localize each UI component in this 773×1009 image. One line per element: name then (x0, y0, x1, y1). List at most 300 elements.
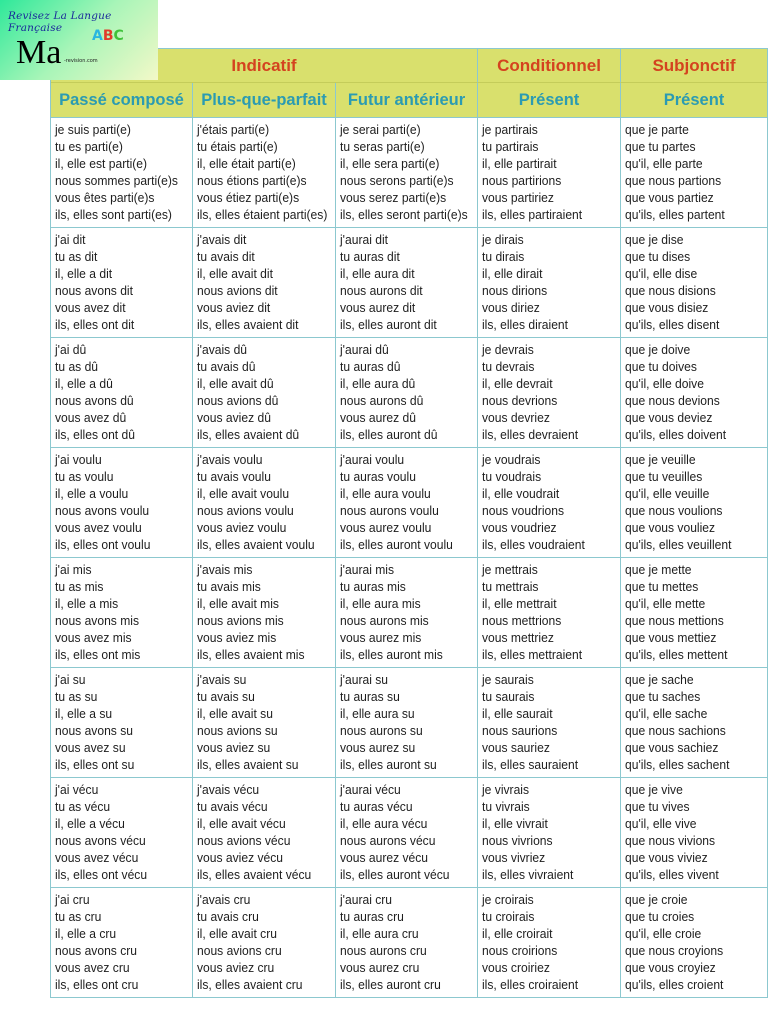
conjugation-line: nous avions mis (197, 613, 284, 628)
conjugation-line: nous aurons dû (340, 393, 424, 408)
mood-conditionnel: Conditionnel (478, 49, 621, 83)
conjugation-line: il, elle aura vécu (340, 816, 428, 831)
conjugation-line: que je croie (625, 892, 688, 907)
conjugation-line: ils, elles auront voulu (340, 537, 453, 552)
conjugation-line: tu avais mis (197, 579, 261, 594)
conjugation-line: ils, elles voudraient (482, 537, 585, 552)
conjugation-line: je croirais (482, 892, 534, 907)
table-cell (336, 888, 478, 997)
conjugation-line: nous mettrions (482, 613, 562, 628)
table-cell (336, 558, 478, 667)
table-cell (51, 118, 193, 227)
conjugation-line: ils, elles sauraient (482, 757, 579, 772)
conjugation-line: nous croirions (482, 943, 558, 958)
conjugation-line: vous étiez parti(e)s (197, 190, 300, 205)
conjugation-line: ils, elles partiraient (482, 207, 583, 222)
conjugation-line: que nous mettions (625, 613, 724, 628)
conjugation-line: que vous mettiez (625, 630, 717, 645)
conjugation-line: nous avons mis (55, 613, 140, 628)
conjugation-line: il, elle avait su (197, 706, 273, 721)
conjugation-line: j'aurai voulu (340, 452, 405, 467)
conjugation-line: vous croiriez (482, 960, 550, 975)
conjugation-line: nous devrions (482, 393, 558, 408)
conjugation-line: ils, elles devraient (482, 427, 579, 442)
logo-site: -revision.com (64, 58, 98, 64)
conjugation-line: vous aviez vécu (197, 850, 284, 865)
mood-header-row (51, 49, 767, 83)
conjugation-line: nous aurons vécu (340, 833, 436, 848)
table-cell (621, 118, 767, 227)
conjugation-line: ils, elles étaient parti(es) (197, 207, 328, 222)
conjugation-line: il, elle a vécu (55, 816, 125, 831)
conjugation-line: nous avions voulu (197, 503, 294, 518)
conjugation-line: j'ai su (55, 672, 86, 687)
table-cell (478, 118, 621, 227)
conjugation-line: qu'il, elle veuille (625, 486, 710, 501)
conjugation-line: il, elle avait dû (197, 376, 274, 391)
conjugation-line: qu'il, elle croie (625, 926, 702, 941)
conjugation-line: vous avez dû (55, 410, 127, 425)
conjugation-line: tu mettrais (482, 579, 539, 594)
mood-subjonctif: Subjonctif (621, 49, 767, 83)
conjugation-line: ils, elles diraient (482, 317, 569, 332)
conjugation-line: il, elle aura cru (340, 926, 419, 941)
table-cell (193, 338, 336, 447)
table-cell (478, 668, 621, 777)
conjugation-line: tu étais parti(e) (197, 139, 278, 154)
conjugation-line: il, elle a dû (55, 376, 113, 391)
conjugation-line: nous étions parti(e)s (197, 173, 307, 188)
conjugation-line: nous avons cru (55, 943, 137, 958)
conjugation-line: nous dirions (482, 283, 548, 298)
logo-abc: ABC (92, 28, 124, 44)
conjugation-line: ils, elles ont cru (55, 977, 139, 992)
conjugation-line: il, elle avait mis (197, 596, 279, 611)
conjugation-line: tu avais vécu (197, 799, 268, 814)
conjugation-line: qu'ils, elles vivent (625, 867, 719, 882)
conjugation-line: il, elle avait cru (197, 926, 277, 941)
conjugation-line: tu auras voulu (340, 469, 416, 484)
conjugation-line: ils, elles avaient dit (197, 317, 299, 332)
conjugation-line: il, elle sera parti(e) (340, 156, 440, 171)
conjugation-line: il, elle devrait (482, 376, 553, 391)
conjugation-table (50, 48, 768, 998)
conjugation-line: que nous croyions (625, 943, 724, 958)
site-logo (0, 0, 158, 80)
table-cell (621, 888, 767, 997)
conjugation-line: tu vivrais (482, 799, 530, 814)
conjugation-line: ils, elles ont dit (55, 317, 135, 332)
conjugation-line: il, elle partirait (482, 156, 557, 171)
table-row (51, 668, 767, 778)
table-cell (336, 338, 478, 447)
conjugation-line: vous aurez dû (340, 410, 416, 425)
table-cell (478, 338, 621, 447)
conjugation-line: je vivrais (482, 782, 530, 797)
conjugation-line: vous aviez su (197, 740, 271, 755)
conjugation-line: vous mettriez (482, 630, 554, 645)
conjugation-line: ils, elles avaient dû (197, 427, 300, 442)
conjugation-line: il, elle aura voulu (340, 486, 431, 501)
conjugation-line: que tu partes (625, 139, 696, 154)
conjugation-line: nous avons su (55, 723, 133, 738)
conjugation-line: ils, elles auront su (340, 757, 437, 772)
conjugation-line: vous aviez dû (197, 410, 271, 425)
table-cell (51, 668, 193, 777)
conjugation-line: que vous viviez (625, 850, 708, 865)
conjugation-line: j'avais cru (197, 892, 251, 907)
conjugation-line: il, elle a dit (55, 266, 113, 281)
conjugation-line: ils, elles ont voulu (55, 537, 151, 552)
conjugation-line: il, elle croirait (482, 926, 553, 941)
conjugation-line: nous avons voulu (55, 503, 150, 518)
table-cell (336, 448, 478, 557)
conjugation-line: que nous voulions (625, 503, 723, 518)
conjugation-line: j'avais voulu (197, 452, 263, 467)
conjugation-line: tu auras dit (340, 249, 400, 264)
conjugation-line: j'avais vécu (197, 782, 260, 797)
conjugation-line: j'ai mis (55, 562, 92, 577)
table-cell (478, 888, 621, 997)
conjugation-line: il, elle a cru (55, 926, 117, 941)
conjugation-line: je serai parti(e) (340, 122, 421, 137)
table-body (51, 118, 767, 997)
conjugation-line: tu auras dû (340, 359, 401, 374)
conjugation-line: vous avez vécu (55, 850, 139, 865)
table-cell (621, 668, 767, 777)
conjugation-line: vous avez voulu (55, 520, 142, 535)
conjugation-line: il, elle voudrait (482, 486, 560, 501)
tense-conditionnel-present: Présent (478, 83, 621, 118)
conjugation-line: nous vivrions (482, 833, 553, 848)
conjugation-line: il, elle dirait (482, 266, 543, 281)
conjugation-line: qu'ils, elles veuillent (625, 537, 732, 552)
conjugation-line: j'aurai mis (340, 562, 395, 577)
conjugation-line: tu as voulu (55, 469, 114, 484)
table-cell (51, 558, 193, 667)
conjugation-line: nous avions su (197, 723, 278, 738)
conjugation-line: j'ai vécu (55, 782, 99, 797)
conjugation-line: ils, elles auront cru (340, 977, 441, 992)
table-row (51, 338, 767, 448)
conjugation-line: qu'ils, elles partent (625, 207, 725, 222)
table-cell (621, 448, 767, 557)
conjugation-line: tu as dit (55, 249, 98, 264)
conjugation-line: j'étais parti(e) (197, 122, 270, 137)
conjugation-line: il, elle aura dit (340, 266, 415, 281)
conjugation-line: vous aviez cru (197, 960, 275, 975)
conjugation-line: j'aurai vécu (340, 782, 401, 797)
conjugation-line: que je sache (625, 672, 694, 687)
conjugation-line: j'avais mis (197, 562, 253, 577)
conjugation-line: ils, elles sont parti(es) (55, 207, 172, 222)
conjugation-line: qu'il, elle vive (625, 816, 697, 831)
conjugation-line: que je dise (625, 232, 684, 247)
conjugation-line: j'aurai su (340, 672, 389, 687)
conjugation-line: que tu doives (625, 359, 697, 374)
conjugation-line: que je mette (625, 562, 692, 577)
conjugation-line: vous sauriez (482, 740, 550, 755)
conjugation-line: vous aurez vécu (340, 850, 429, 865)
conjugation-line: que je vive (625, 782, 683, 797)
conjugation-line: j'ai dit (55, 232, 86, 247)
table-row (51, 228, 767, 338)
conjugation-line: que tu saches (625, 689, 701, 704)
conjugation-line: que je doive (625, 342, 691, 357)
conjugation-line: j'aurai dû (340, 342, 389, 357)
conjugation-line: ils, elles auront dû (340, 427, 438, 442)
conjugation-line: que tu vives (625, 799, 690, 814)
conjugation-line: je suis parti(e) (55, 122, 131, 137)
conjugation-line: qu'il, elle doive (625, 376, 704, 391)
conjugation-line: qu'ils, elles disent (625, 317, 720, 332)
conjugation-line: je partirais (482, 122, 538, 137)
tense-plus-que-parfait: Plus-que-parfait (193, 83, 336, 118)
conjugation-line: tu auras cru (340, 909, 404, 924)
conjugation-line: j'ai cru (55, 892, 90, 907)
conjugation-line: vous aurez cru (340, 960, 420, 975)
conjugation-line: que tu mettes (625, 579, 699, 594)
conjugation-line: tu as vécu (55, 799, 111, 814)
conjugation-line: tu avais cru (197, 909, 259, 924)
table-cell (336, 668, 478, 777)
conjugation-line: qu'ils, elles doivent (625, 427, 727, 442)
table-cell (193, 778, 336, 887)
conjugation-line: j'avais dû (197, 342, 248, 357)
conjugation-line: ils, elles mettraient (482, 647, 583, 662)
conjugation-line: tu dirais (482, 249, 525, 264)
conjugation-line: j'aurai dit (340, 232, 389, 247)
conjugation-line: je dirais (482, 232, 524, 247)
table-cell (193, 558, 336, 667)
conjugation-line: tu avais dit (197, 249, 255, 264)
conjugation-line: nous serons parti(e)s (340, 173, 454, 188)
table-cell (478, 228, 621, 337)
mood-indicatif: Indicatif (51, 49, 478, 83)
conjugation-line: tu seras parti(e) (340, 139, 425, 154)
conjugation-line: vous êtes parti(e)s (55, 190, 155, 205)
conjugation-line: ils, elles auront mis (340, 647, 443, 662)
table-row (51, 118, 767, 228)
tense-passe-compose: Passé composé (51, 83, 193, 118)
conjugation-line: qu'ils, elles mettent (625, 647, 728, 662)
conjugation-line: nous avons dû (55, 393, 134, 408)
conjugation-line: ils, elles seront parti(e)s (340, 207, 468, 222)
conjugation-line: qu'il, elle parte (625, 156, 703, 171)
conjugation-line: vous aurez su (340, 740, 416, 755)
conjugation-line: nous avions vécu (197, 833, 291, 848)
table-cell (51, 338, 193, 447)
conjugation-line: que tu croies (625, 909, 695, 924)
conjugation-line: que nous vivions (625, 833, 716, 848)
conjugation-line: j'avais dit (197, 232, 247, 247)
conjugation-line: tu as cru (55, 909, 102, 924)
conjugation-line: qu'il, elle mette (625, 596, 706, 611)
conjugation-line: tu avais dû (197, 359, 256, 374)
conjugation-line: tu auras vécu (340, 799, 413, 814)
conjugation-line: que nous devions (625, 393, 720, 408)
table-cell (478, 778, 621, 887)
conjugation-line: que nous partions (625, 173, 722, 188)
table-cell (478, 448, 621, 557)
conjugation-line: vous aviez mis (197, 630, 277, 645)
conjugation-line: tu as mis (55, 579, 104, 594)
conjugation-line: nous aurons voulu (340, 503, 439, 518)
conjugation-line: tu avais voulu (197, 469, 271, 484)
conjugation-line: nous avions cru (197, 943, 282, 958)
conjugation-line: vous diriez (482, 300, 540, 315)
conjugation-line: nous aurons dit (340, 283, 423, 298)
tense-header-row (51, 83, 767, 118)
table-cell (621, 228, 767, 337)
table-cell (193, 228, 336, 337)
conjugation-line: ils, elles auront vécu (340, 867, 450, 882)
conjugation-line: il, elle aura dû (340, 376, 416, 391)
table-cell (336, 228, 478, 337)
conjugation-line: que vous partiez (625, 190, 714, 205)
table-cell (193, 118, 336, 227)
conjugation-line: que vous croyiez (625, 960, 716, 975)
conjugation-line: vous avez mis (55, 630, 132, 645)
table-cell (51, 888, 193, 997)
conjugation-line: il, elle vivrait (482, 816, 548, 831)
conjugation-line: que vous vouliez (625, 520, 716, 535)
table-cell (193, 448, 336, 557)
conjugation-line: nous aurons mis (340, 613, 429, 628)
conjugation-line: ils, elles croiraient (482, 977, 579, 992)
table-cell (193, 668, 336, 777)
conjugation-line: il, elle a mis (55, 596, 119, 611)
conjugation-line: que je parte (625, 122, 689, 137)
conjugation-line: il, elle avait dit (197, 266, 273, 281)
conjugation-line: vous aurez mis (340, 630, 422, 645)
conjugation-line: vous avez su (55, 740, 126, 755)
conjugation-line: ils, elles avaient su (197, 757, 299, 772)
conjugation-line: que vous deviez (625, 410, 713, 425)
conjugation-line: que nous sachions (625, 723, 726, 738)
conjugation-line: tu es parti(e) (55, 139, 123, 154)
conjugation-line: tu voudrais (482, 469, 542, 484)
conjugation-line: je saurais (482, 672, 534, 687)
conjugation-line: vous devriez (482, 410, 550, 425)
conjugation-line: vous avez cru (55, 960, 130, 975)
conjugation-line: ils, elles ont mis (55, 647, 141, 662)
conjugation-line: il, elle mettrait (482, 596, 557, 611)
conjugation-line: vous voudriez (482, 520, 557, 535)
conjugation-line: vous serez parti(e)s (340, 190, 447, 205)
conjugation-line: nous aurons su (340, 723, 423, 738)
conjugation-line: que tu veuilles (625, 469, 703, 484)
conjugation-line: tu devrais (482, 359, 535, 374)
conjugation-line: il, elle avait vécu (197, 816, 286, 831)
conjugation-line: nous voudrions (482, 503, 564, 518)
conjugation-line: ils, elles vivraient (482, 867, 574, 882)
conjugation-line: tu auras mis (340, 579, 406, 594)
conjugation-line: vous avez dit (55, 300, 126, 315)
conjugation-line: ils, elles ont dû (55, 427, 135, 442)
table-row (51, 558, 767, 668)
table-cell (336, 778, 478, 887)
conjugation-line: qu'il, elle sache (625, 706, 708, 721)
conjugation-line: que vous sachiez (625, 740, 719, 755)
conjugation-line: nous avions dû (197, 393, 279, 408)
table-row (51, 888, 767, 997)
conjugation-line: que vous disiez (625, 300, 709, 315)
table-cell (478, 558, 621, 667)
conjugation-line: ils, elles avaient voulu (197, 537, 315, 552)
table-cell (51, 228, 193, 337)
conjugation-line: il, elle aura mis (340, 596, 421, 611)
conjugation-line: tu auras su (340, 689, 400, 704)
conjugation-line: tu avais su (197, 689, 255, 704)
conjugation-line: vous aviez voulu (197, 520, 287, 535)
conjugation-line: vous aurez voulu (340, 520, 432, 535)
conjugation-line: tu as dû (55, 359, 99, 374)
table-cell (193, 888, 336, 997)
conjugation-line: qu'ils, elles sachent (625, 757, 730, 772)
conjugation-line: que je veuille (625, 452, 696, 467)
logo-tagline: Revisez La Langue Française (8, 10, 112, 34)
conjugation-line: nous aurons cru (340, 943, 427, 958)
table-cell (51, 448, 193, 557)
conjugation-line: nous sommes parti(e)s (55, 173, 178, 188)
table-cell (621, 558, 767, 667)
conjugation-line: vous vivriez (482, 850, 546, 865)
conjugation-line: il, elle est parti(e) (55, 156, 148, 171)
conjugation-line: il, elle a su (55, 706, 113, 721)
table-cell (621, 778, 767, 887)
conjugation-line: j'ai dû (55, 342, 87, 357)
conjugation-line: nous partirions (482, 173, 562, 188)
conjugation-line: que nous disions (625, 283, 716, 298)
conjugation-line: vous partiriez (482, 190, 554, 205)
tense-futur-anterieur: Futur antérieur (336, 83, 478, 118)
conjugation-line: nous avons vécu (55, 833, 146, 848)
conjugation-line: ils, elles avaient cru (197, 977, 303, 992)
table-row (51, 448, 767, 558)
conjugation-line: il, elle saurait (482, 706, 553, 721)
conjugation-line: j'ai voulu (55, 452, 102, 467)
conjugation-line: je devrais (482, 342, 534, 357)
conjugation-line: tu saurais (482, 689, 535, 704)
conjugation-line: qu'il, elle dise (625, 266, 698, 281)
conjugation-line: ils, elles avaient vécu (197, 867, 312, 882)
conjugation-line: je mettrais (482, 562, 538, 577)
conjugation-line: ils, elles avaient mis (197, 647, 305, 662)
conjugation-line: qu'ils, elles croient (625, 977, 724, 992)
conjugation-line: ils, elles ont vécu (55, 867, 148, 882)
logo-mark: Ma (16, 34, 62, 71)
conjugation-line: nous saurions (482, 723, 558, 738)
conjugation-line: il, elle était parti(e) (197, 156, 296, 171)
table-row (51, 778, 767, 888)
conjugation-line: tu partirais (482, 139, 539, 154)
table-cell (336, 118, 478, 227)
conjugation-line: vous aurez dit (340, 300, 416, 315)
conjugation-line: j'avais su (197, 672, 247, 687)
table-cell (621, 338, 767, 447)
conjugation-line: que tu dises (625, 249, 691, 264)
conjugation-line: tu as su (55, 689, 98, 704)
conjugation-line: je voudrais (482, 452, 541, 467)
conjugation-line: tu croirais (482, 909, 535, 924)
conjugation-line: vous aviez dit (197, 300, 271, 315)
conjugation-line: il, elle a voulu (55, 486, 129, 501)
conjugation-line: nous avons dit (55, 283, 133, 298)
table-cell (51, 778, 193, 887)
conjugation-line: ils, elles auront dit (340, 317, 437, 332)
conjugation-line: il, elle aura su (340, 706, 415, 721)
